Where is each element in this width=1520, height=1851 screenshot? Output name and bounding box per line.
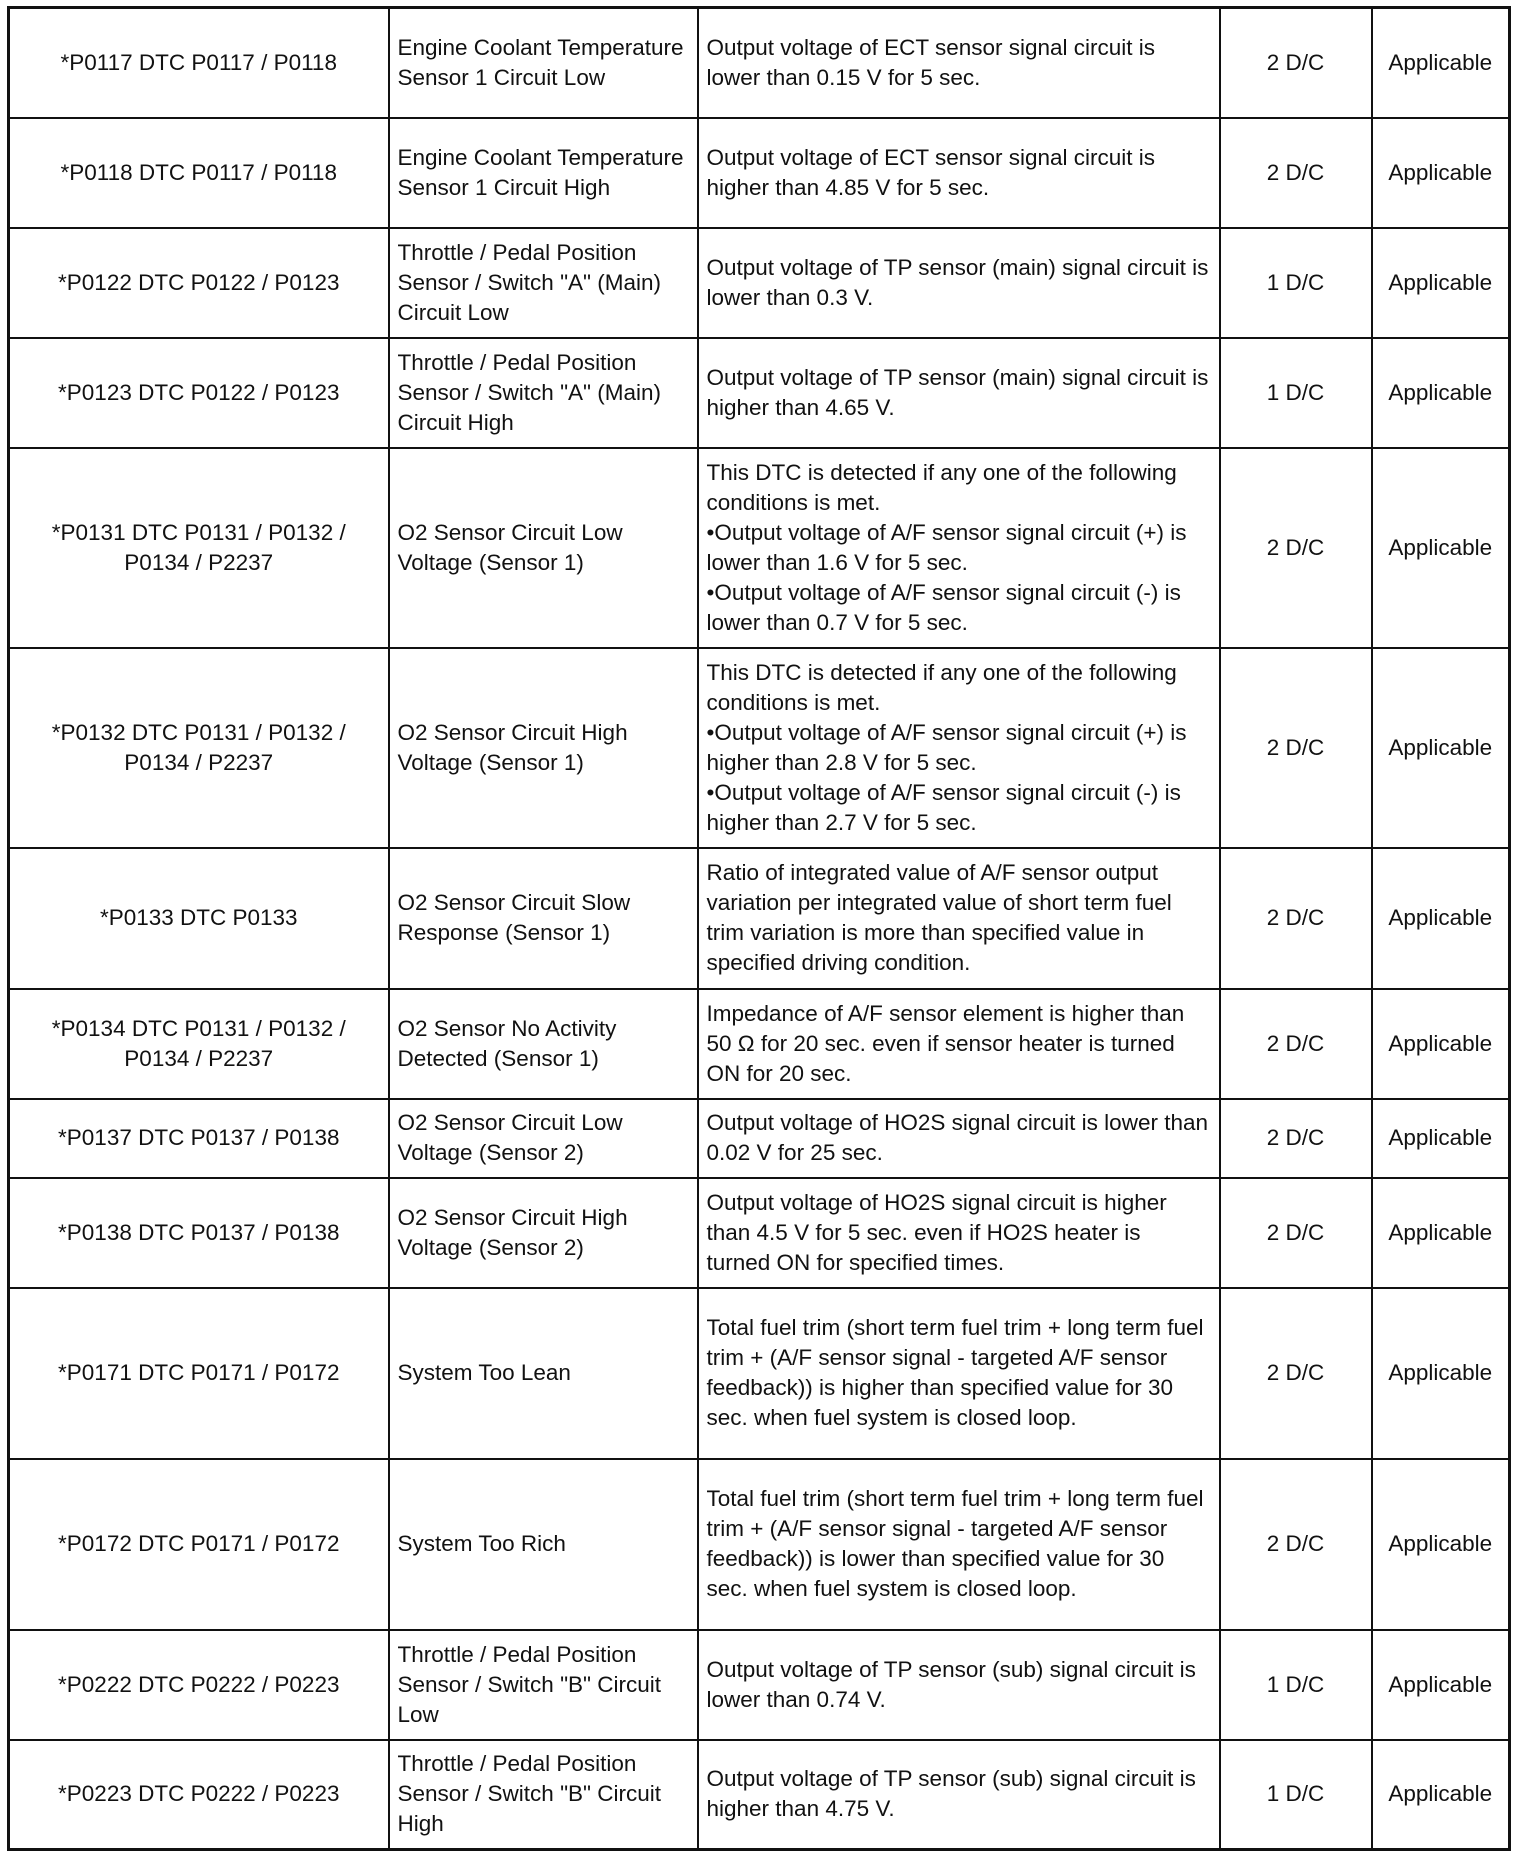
- status-cell: Applicable: [1372, 118, 1510, 228]
- trip-cell: 2 D/C: [1220, 1178, 1372, 1288]
- condition-bullet: •Output voltage of A/F sensor signal circuit (-) is lower than 0.7 V for 5 sec.: [706, 579, 1181, 635]
- trip-cell: 1 D/C: [1220, 1630, 1372, 1740]
- condition-text: This DTC is detected if any one of the following conditions is met.: [706, 659, 1177, 715]
- detection-condition-cell: [698, 1459, 1220, 1630]
- condition-text: Total fuel trim (short term fuel trim + long term fuel trim + (A/F sensor signal - targeted A/F sensor feedback)) is higher than specified value for 30 sec. when fuel system is closed loop.: [706, 1315, 1204, 1430]
- trip-cell: 2 D/C: [1220, 8, 1372, 118]
- condition-text: Output voltage of ECT sensor signal circuit is lower than 0.15 V for 5 sec.: [706, 34, 1156, 90]
- dtc-name-cell: Throttle / Pedal Position Sensor / Switch "A" (Main) Circuit High: [389, 338, 698, 448]
- dtc-name-cell: Throttle / Pedal Position Sensor / Switch "B" Circuit Low: [389, 1630, 698, 1740]
- dtc-code-cell: *P0117 DTC P0117 / P0118: [9, 8, 389, 118]
- detection-condition-cell: [698, 1630, 1220, 1740]
- status-cell: Applicable: [1372, 1459, 1510, 1630]
- condition-text: This DTC is detected if any one of the following conditions is met.: [706, 459, 1177, 515]
- table-row: [9, 228, 1510, 338]
- detection-condition-cell: [698, 989, 1220, 1099]
- table-row: [9, 8, 1510, 118]
- status-cell: Applicable: [1372, 8, 1510, 118]
- condition-text: Impedance of A/F sensor element is higher than 50 Ω for 20 sec. even if sensor heater is turned ON for 20 sec.: [706, 1000, 1185, 1086]
- dtc-code-cell: *P0134 DTC P0131 / P0132 / P0134 / P2237: [9, 989, 389, 1099]
- dtc-name-cell: Engine Coolant Temperature Sensor 1 Circuit Low: [389, 8, 698, 118]
- trip-cell: 2 D/C: [1220, 989, 1372, 1099]
- dtc-code-cell: *P0222 DTC P0222 / P0223: [9, 1630, 389, 1740]
- condition-text: Total fuel trim (short term fuel trim + long term fuel trim + (A/F sensor signal - targeted A/F sensor feedback)) is lower than specified value for 30 sec. when fuel system is closed loop.: [706, 1486, 1204, 1601]
- table-row: [9, 1288, 1510, 1459]
- condition-bullet: •Output voltage of A/F sensor signal circuit (+) is lower than 1.6 V for 5 sec.: [706, 519, 1187, 575]
- dtc-code-cell: *P0123 DTC P0122 / P0123: [9, 338, 389, 448]
- dtc-name-cell: Engine Coolant Temperature Sensor 1 Circuit High: [389, 118, 698, 228]
- dtc-name-cell: System Too Rich: [389, 1459, 698, 1630]
- dtc-code-cell: *P0138 DTC P0137 / P0138: [9, 1178, 389, 1288]
- detection-condition-cell: [698, 118, 1220, 228]
- dtc-code-cell: *P0118 DTC P0117 / P0118: [9, 118, 389, 228]
- dtc-name-cell: O2 Sensor Circuit Slow Response (Sensor 1): [389, 848, 698, 989]
- dtc-code-cell: *P0171 DTC P0171 / P0172: [9, 1288, 389, 1459]
- trip-cell: 2 D/C: [1220, 448, 1372, 648]
- dtc-code-cell: *P0132 DTC P0131 / P0132 / P0134 / P2237: [9, 648, 389, 848]
- detection-condition-cell: [698, 1740, 1220, 1850]
- table-row: [9, 1099, 1510, 1178]
- status-cell: Applicable: [1372, 1630, 1510, 1740]
- status-cell: Applicable: [1372, 228, 1510, 338]
- trip-cell: 1 D/C: [1220, 1740, 1372, 1850]
- condition-text: Output voltage of TP sensor (sub) signal circuit is higher than 4.75 V.: [706, 1766, 1196, 1822]
- condition-text: Output voltage of HO2S signal circuit is lower than 0.02 V for 25 sec.: [706, 1110, 1208, 1165]
- trip-cell: 2 D/C: [1220, 118, 1372, 228]
- condition-text: Output voltage of TP sensor (sub) signal circuit is lower than 0.74 V.: [706, 1656, 1196, 1712]
- table-row: [9, 338, 1510, 448]
- dtc-name-cell: O2 Sensor Circuit High Voltage (Sensor 2): [389, 1178, 698, 1288]
- dtc-code-cell: *P0133 DTC P0133: [9, 848, 389, 989]
- table-row: [9, 1178, 1510, 1288]
- status-cell: Applicable: [1372, 848, 1510, 989]
- trip-cell: 1 D/C: [1220, 228, 1372, 338]
- dtc-name-cell: System Too Lean: [389, 1288, 698, 1459]
- detection-condition-cell: [698, 228, 1220, 338]
- trip-cell: 2 D/C: [1220, 1459, 1372, 1630]
- status-cell: Applicable: [1372, 338, 1510, 448]
- status-cell: Applicable: [1372, 1099, 1510, 1178]
- detection-condition-cell: [698, 448, 1220, 648]
- condition-bullet: •Output voltage of A/F sensor signal circuit (+) is higher than 2.8 V for 5 sec.: [706, 719, 1187, 775]
- condition-text: Output voltage of TP sensor (main) signal circuit is lower than 0.3 V.: [706, 254, 1209, 310]
- status-cell: Applicable: [1372, 1178, 1510, 1288]
- status-cell: Applicable: [1372, 989, 1510, 1099]
- status-cell: Applicable: [1372, 1288, 1510, 1459]
- trip-cell: 2 D/C: [1220, 1099, 1372, 1178]
- dtc-code-cell: *P0172 DTC P0171 / P0172: [9, 1459, 389, 1630]
- table-row: [9, 1459, 1510, 1630]
- status-cell: Applicable: [1372, 1740, 1510, 1850]
- dtc-name-cell: Throttle / Pedal Position Sensor / Switch "B" Circuit High: [389, 1740, 698, 1850]
- table-row: [9, 448, 1510, 648]
- dtc-name-cell: O2 Sensor Circuit Low Voltage (Sensor 2): [389, 1099, 698, 1178]
- dtc-name-cell: O2 Sensor No Activity Detected (Sensor 1): [389, 989, 698, 1099]
- trip-cell: 2 D/C: [1220, 848, 1372, 989]
- table-row: [9, 118, 1510, 228]
- detection-condition-cell: [698, 338, 1220, 448]
- trip-cell: 1 D/C: [1220, 338, 1372, 448]
- condition-text: Ratio of integrated value of A/F sensor output variation per integrated value of short term fuel trim variation is more than specified value in specified driving condition.: [706, 860, 1172, 975]
- detection-condition-cell: [698, 8, 1220, 118]
- dtc-name-cell: O2 Sensor Circuit High Voltage (Sensor 1): [389, 648, 698, 848]
- condition-text: Output voltage of HO2S signal circuit is higher than 4.5 V for 5 sec. even if HO2S heater is turned ON for specified times.: [706, 1189, 1167, 1275]
- dtc-name-cell: O2 Sensor Circuit Low Voltage (Sensor 1): [389, 448, 698, 648]
- dtc-name-cell: Throttle / Pedal Position Sensor / Switch "A" (Main) Circuit Low: [389, 228, 698, 338]
- table-row: [9, 989, 1510, 1099]
- detection-condition-cell: [698, 648, 1220, 848]
- trip-cell: 2 D/C: [1220, 1288, 1372, 1459]
- dtc-code-cell: *P0131 DTC P0131 / P0132 / P0134 / P2237: [9, 448, 389, 648]
- dtc-table: [7, 6, 1511, 1851]
- detection-condition-cell: [698, 848, 1220, 989]
- condition-text: Output voltage of ECT sensor signal circuit is higher than 4.85 V for 5 sec.: [706, 144, 1156, 200]
- dtc-table-body: [9, 8, 1510, 1850]
- status-cell: Applicable: [1372, 648, 1510, 848]
- detection-condition-cell: [698, 1178, 1220, 1288]
- dtc-code-cell: *P0223 DTC P0222 / P0223: [9, 1740, 389, 1850]
- table-row: [9, 1740, 1510, 1850]
- table-row: [9, 648, 1510, 848]
- condition-bullet: •Output voltage of A/F sensor signal circuit (-) is higher than 2.7 V for 5 sec.: [706, 779, 1181, 835]
- condition-text: Output voltage of TP sensor (main) signal circuit is higher than 4.65 V.: [706, 364, 1209, 420]
- dtc-code-cell: *P0122 DTC P0122 / P0123: [9, 228, 389, 338]
- status-cell: Applicable: [1372, 448, 1510, 648]
- detection-condition-cell: [698, 1288, 1220, 1459]
- trip-cell: 2 D/C: [1220, 648, 1372, 848]
- table-row: [9, 848, 1510, 989]
- dtc-code-cell: *P0137 DTC P0137 / P0138: [9, 1099, 389, 1178]
- table-row: [9, 1630, 1510, 1740]
- detection-condition-cell: [698, 1099, 1220, 1178]
